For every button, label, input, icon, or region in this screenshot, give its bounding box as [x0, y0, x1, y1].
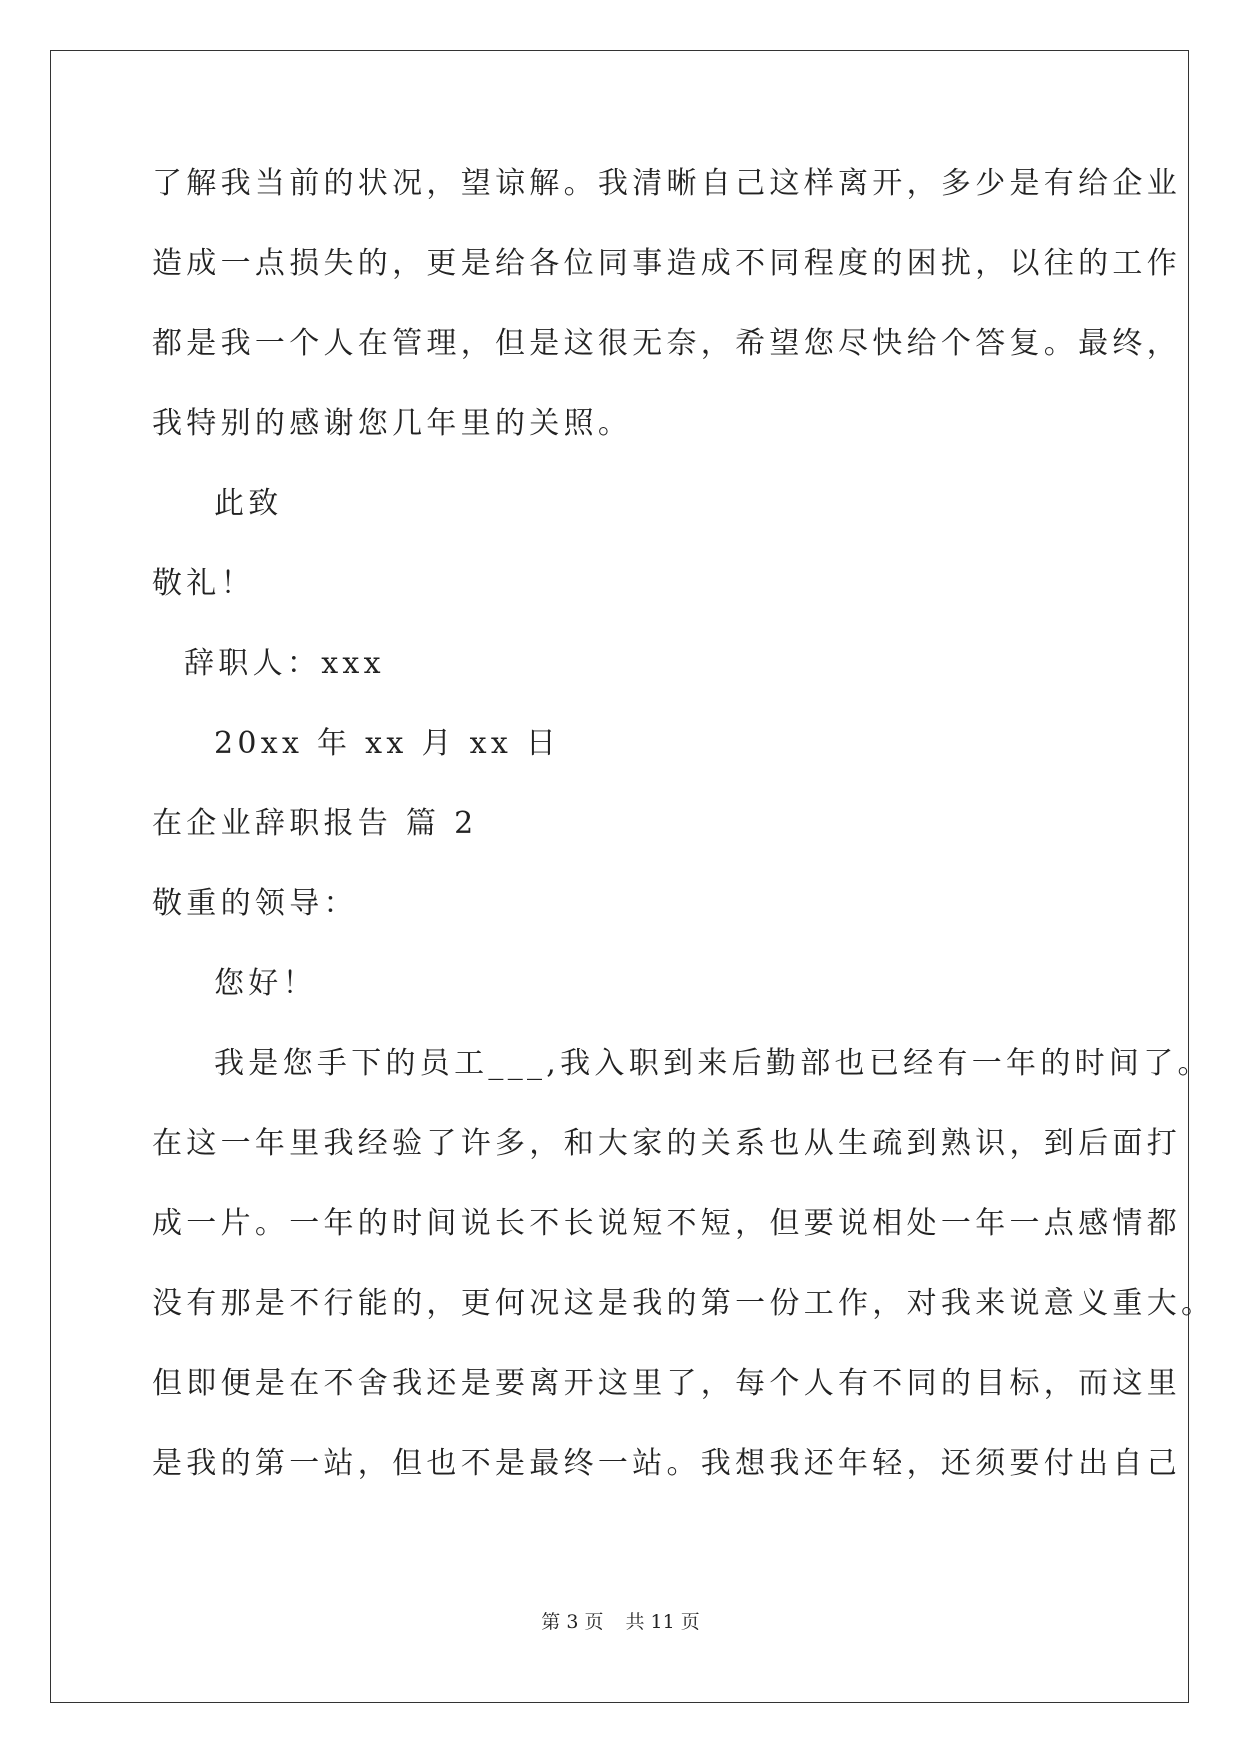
date-line: 20xx 年 xx 月 xx 日 [214, 726, 561, 761]
paragraph-line: 成一片。一年的时间说长不长说短不短，但要说相处一年一点感情都 [152, 1206, 1181, 1241]
paragraph-line: 都是我一个人在管理，但是这很无奈，希望您尽快给个答复。最终， [152, 326, 1181, 361]
page-total: 共 11 页 [625, 1611, 700, 1633]
paragraph-line: 我特别的感谢您几年里的关照。 [152, 406, 633, 441]
page-footer [0, 1607, 1241, 1634]
paragraph-line: 我是您手下的员工___,我入职到来后勤部也已经有一年的时间了。 [214, 1046, 1212, 1081]
closing-salutation: 此致 [214, 486, 283, 521]
letter-greeting: 敬重的领导： [152, 886, 358, 921]
paragraph-line: 是我的第一站，但也不是最终一站。我想我还年轻，还须要付出自己 [152, 1446, 1181, 1481]
paragraph-line: 造成一点损失的，更是给各位同事造成不同程度的困扰，以往的工作 [152, 246, 1181, 281]
paragraph-line: 没有那是不行能的，更何况这是我的第一份工作，对我来说意义重大。 [152, 1286, 1216, 1321]
paragraph-line: 在这一年里我经验了许多，和大家的关系也从生疏到熟识，到后面打 [152, 1126, 1181, 1161]
page-number: 第 3 页 [541, 1611, 604, 1633]
signature-line: 辞职人：xxx [184, 646, 385, 681]
letter-hello: 您好！ [214, 966, 317, 1001]
section-heading: 在企业辞职报告 篇 2 [152, 806, 478, 841]
document-body [152, 164, 1216, 1524]
closing-regards: 敬礼！ [152, 566, 255, 601]
paragraph-line: 了解我当前的状况，望谅解。我清晰自己这样离开，多少是有给企业 [152, 166, 1181, 201]
paragraph-line: 但即便是在不舍我还是要离开这里了，每个人有不同的目标，而这里 [152, 1366, 1181, 1401]
